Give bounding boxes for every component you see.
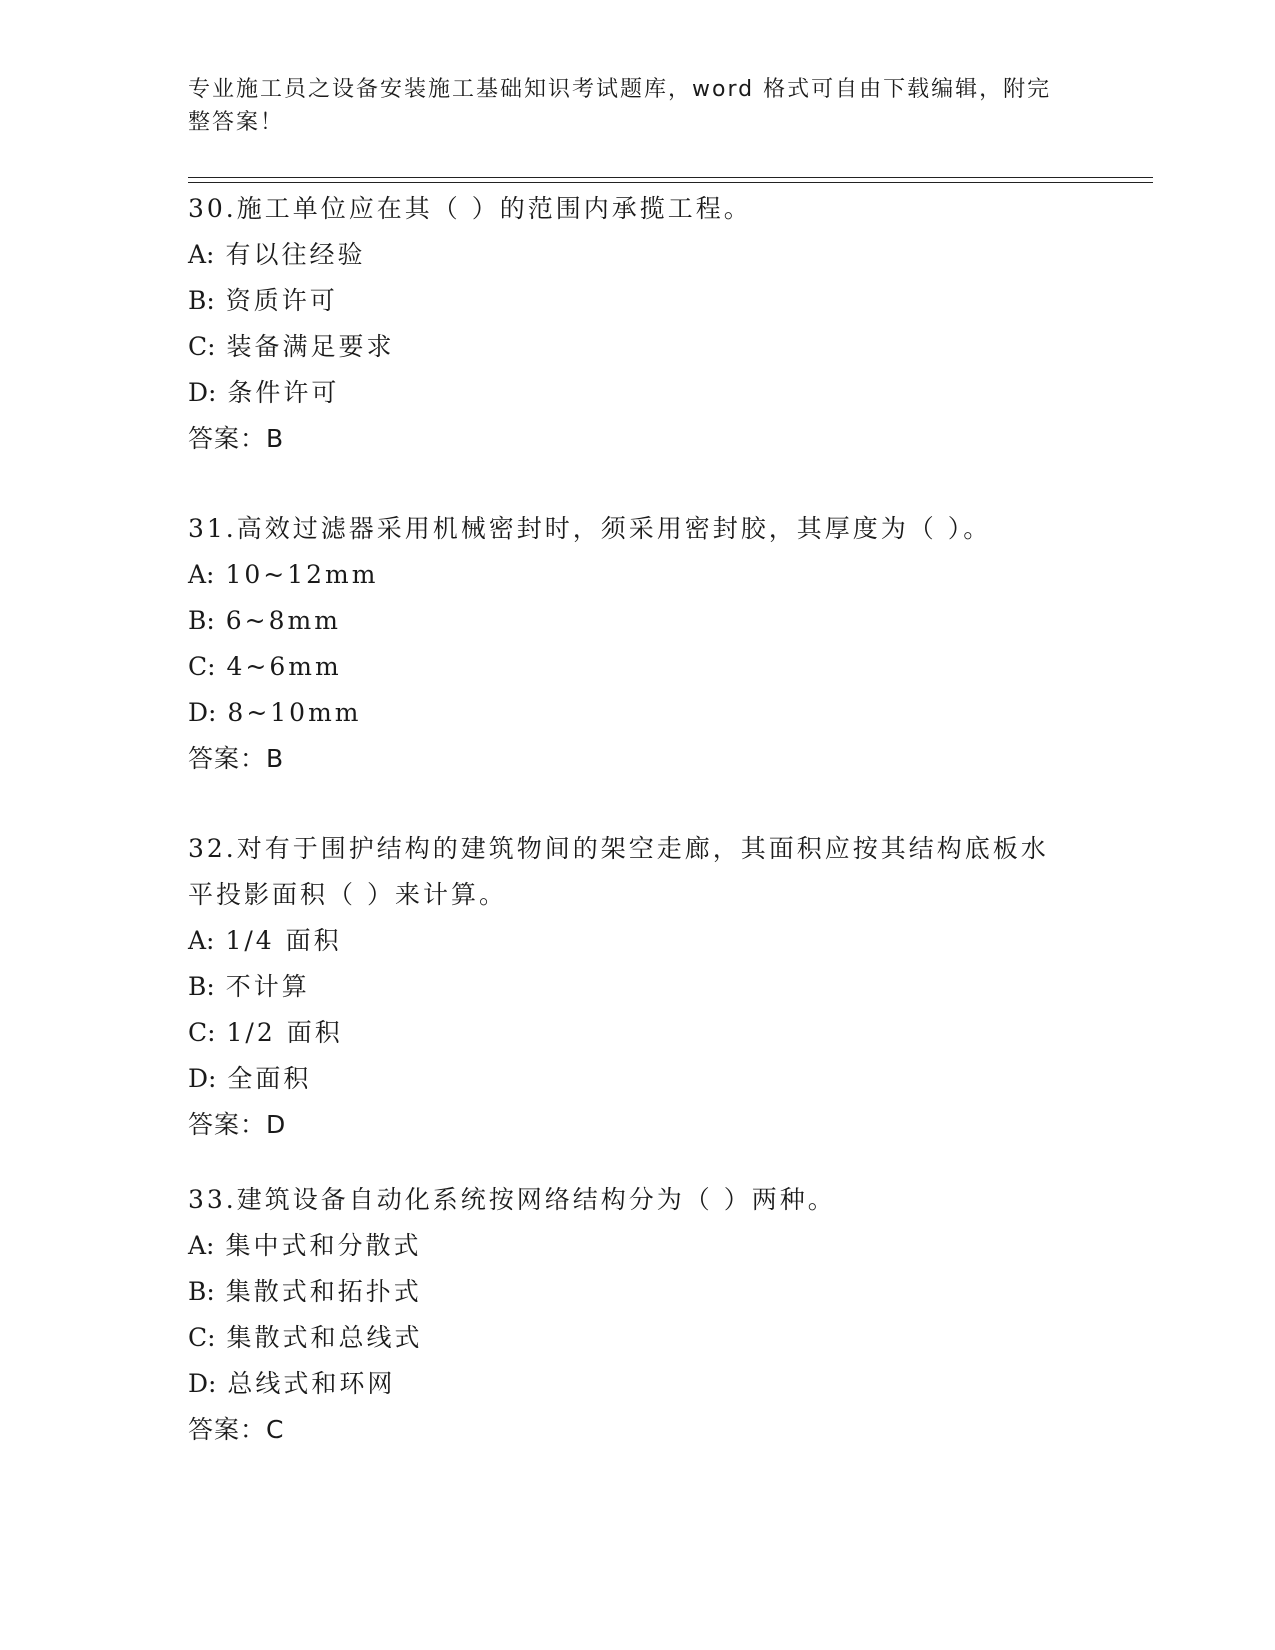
option-d: [188, 690, 1088, 736]
option-a: [188, 552, 1088, 598]
option-text: 装备满足要求: [226, 332, 395, 361]
option-text: 10~12mm: [225, 560, 379, 589]
option-key: D:: [188, 378, 217, 407]
option-a: [188, 232, 1088, 278]
question-33: [188, 1177, 1088, 1453]
option-text: 1/2 面积: [226, 1018, 343, 1047]
option-key: A:: [188, 240, 215, 269]
option-key: C:: [188, 1323, 216, 1352]
document-header: [188, 73, 1078, 139]
option-b: [188, 964, 1088, 1010]
option-text: 6~8mm: [225, 606, 341, 635]
header-divider-top: [188, 177, 1153, 178]
question-32: [188, 826, 1088, 1148]
question-stem-line-2: 平投影面积（ ）来计算。: [188, 880, 507, 909]
option-b: [188, 278, 1088, 324]
option-c: [188, 324, 1088, 370]
header-divider-bottom: [188, 182, 1153, 183]
option-d: [188, 1056, 1088, 1102]
question-31: [188, 506, 1088, 782]
answer-line: 答案：B: [188, 424, 285, 453]
option-a: [188, 918, 1088, 964]
option-key: C:: [188, 1018, 216, 1047]
option-text: 条件许可: [227, 378, 340, 407]
option-key: B:: [188, 972, 215, 1001]
option-text: 1/4 面积: [225, 926, 342, 955]
header-line-1: 专业施工员之设备安装施工基础知识考试题库，word 格式可自由下载编辑，附完: [188, 77, 1052, 102]
option-b: [188, 1269, 1088, 1315]
option-b: [188, 598, 1088, 644]
option-key: C:: [188, 332, 216, 361]
option-text: 有以往经验: [225, 240, 366, 269]
option-key: A:: [188, 560, 215, 589]
option-text: 8~10mm: [227, 698, 362, 727]
question-stem-line-1: 32.对有于围护结构的建筑物间的架空走廊，其面积应按其结构底板水: [188, 834, 1049, 863]
answer-line: 答案：B: [188, 744, 285, 773]
option-c: [188, 1010, 1088, 1056]
question-stem: 31.高效过滤器采用机械密封时，须采用密封胶，其厚度为（ ）。: [188, 514, 992, 543]
option-c: [188, 644, 1088, 690]
option-text: 集中式和分散式: [225, 1231, 422, 1260]
option-key: D:: [188, 1064, 217, 1093]
option-key: B:: [188, 1277, 215, 1306]
question-stem: 30.施工单位应在其（ ）的范围内承揽工程。: [188, 194, 752, 223]
option-text: 不计算: [225, 972, 310, 1001]
option-d: [188, 370, 1088, 416]
option-text: 4~6mm: [226, 652, 342, 681]
answer-line: 答案：D: [188, 1110, 287, 1139]
option-key: B:: [188, 286, 215, 315]
option-key: A:: [188, 1231, 215, 1260]
option-key: C:: [188, 652, 216, 681]
option-text: 集散式和总线式: [226, 1323, 423, 1352]
option-key: D:: [188, 698, 217, 727]
option-d: [188, 1361, 1088, 1407]
option-key: B:: [188, 606, 215, 635]
option-text: 全面积: [227, 1064, 312, 1093]
question-30: [188, 186, 1088, 462]
option-a: [188, 1223, 1088, 1269]
option-key: D:: [188, 1369, 217, 1398]
option-text: 总线式和环网: [227, 1369, 396, 1398]
header-line-2: 整答案！: [188, 110, 285, 135]
option-key: A:: [188, 926, 215, 955]
option-text: 资质许可: [225, 286, 338, 315]
option-c: [188, 1315, 1088, 1361]
question-stem: 33.建筑设备自动化系统按网络结构分为（ ）两种。: [188, 1185, 836, 1214]
answer-line: 答案：C: [188, 1415, 285, 1444]
option-text: 集散式和拓扑式: [225, 1277, 422, 1306]
